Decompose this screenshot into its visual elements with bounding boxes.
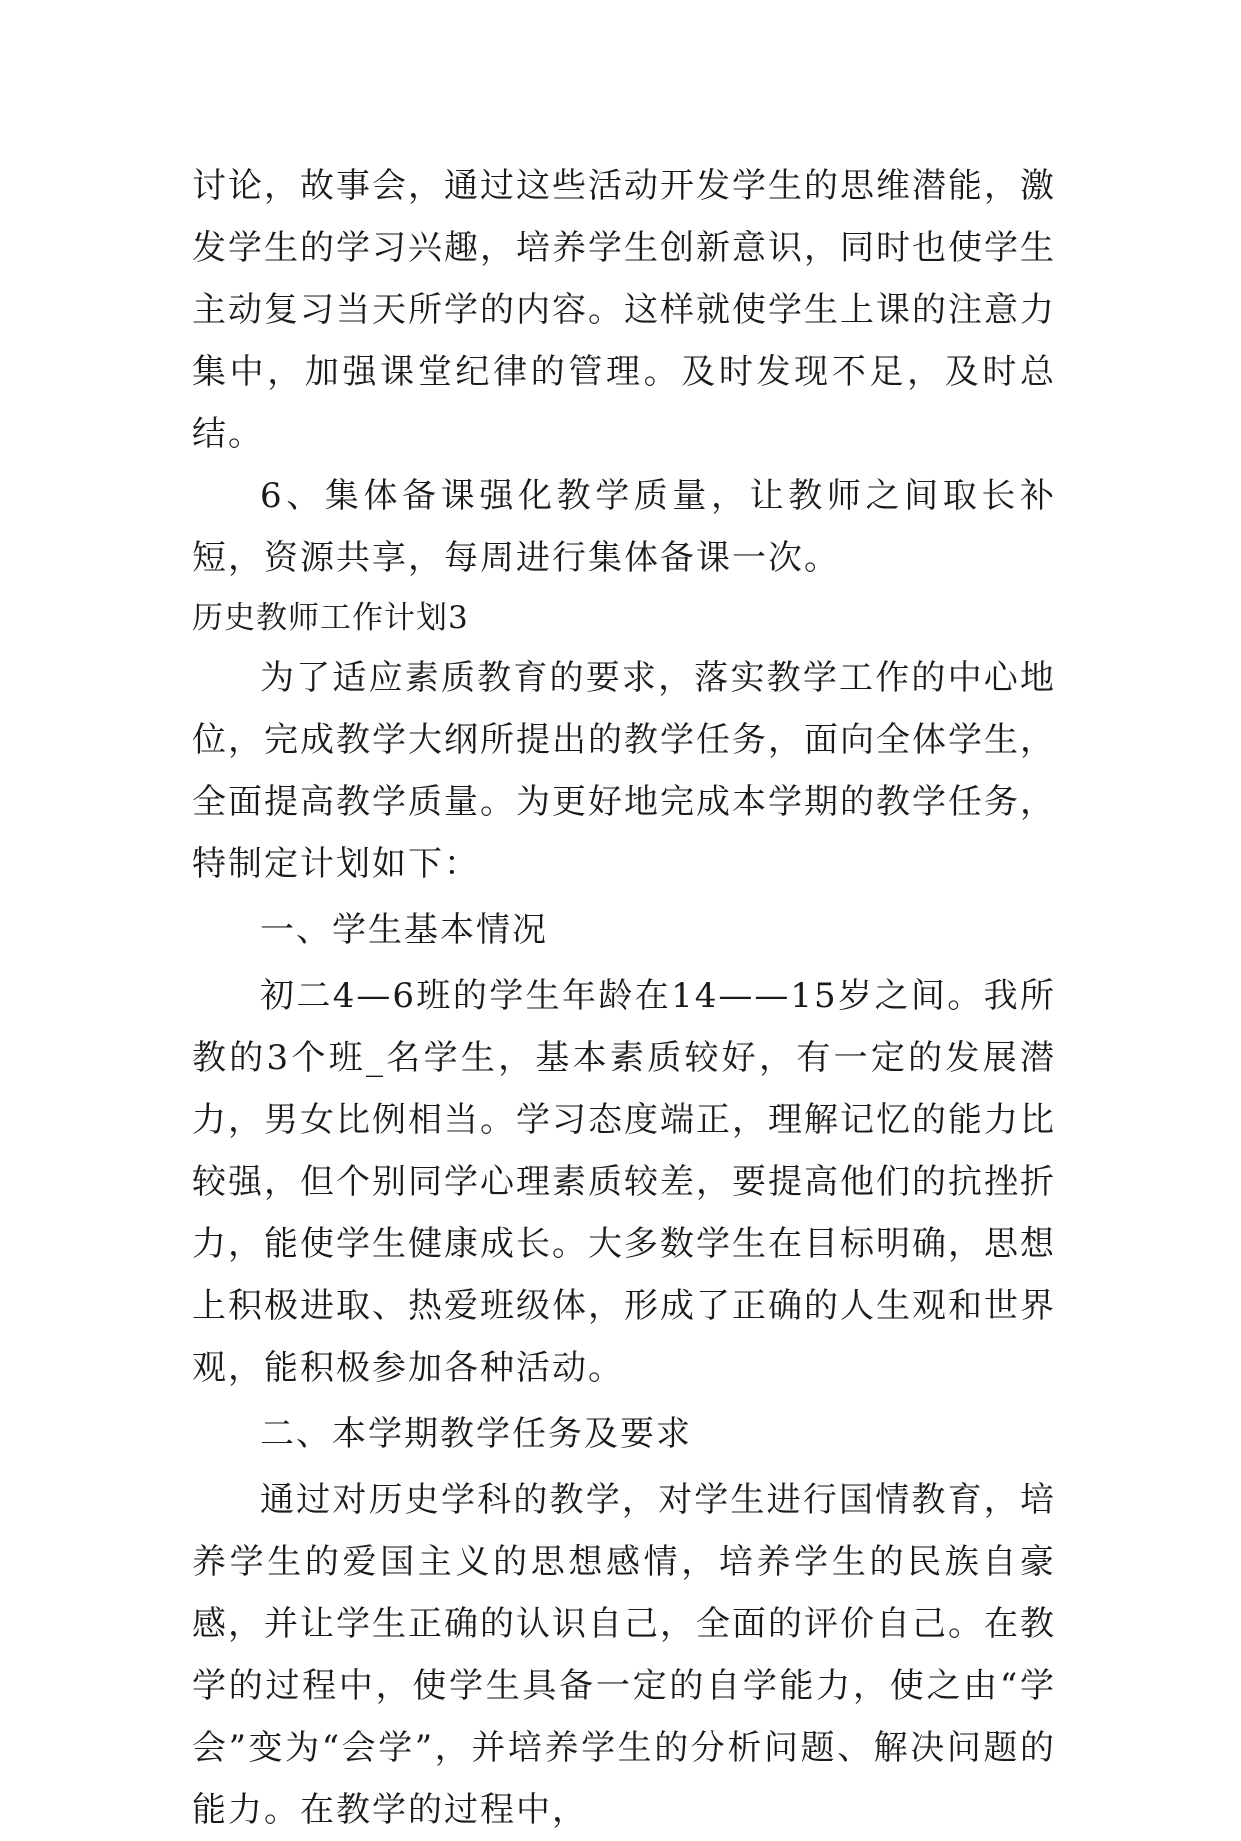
section-title: 历史教师工作计划3: [192, 600, 469, 636]
paragraph-discussion: 讨论，故事会，通过这些活动开发学生的思维潜能，激发学生的学习兴趣，培养学生创新意识，同时也使学生主动复习当天所学的内容。这样就使学生上课的注意力集中，加强课堂纪律的管理。及时发现不足，及时总结。: [192, 166, 1056, 454]
paragraph-teaching-tasks: 通过对历史学科的教学，对学生进行国情教育，培养学生的爱国主义的思想感情，培养学生的民族自豪感，并让学生正确的认识自己，全面的评价自己。在教学的过程中，使学生具备一定的自学能力，使之由“学会”变为“会学”，并培养学生的分析问题、解决问题的能力。在教学的过程中，: [192, 1480, 1056, 1830]
heading-teaching-tasks: 二、本学期教学任务及要求: [260, 1414, 692, 1454]
paragraph-item-6: 6、集体备课强化教学质量，让教师之间取长补短，资源共享，每周进行集体备课一次。: [192, 476, 1056, 578]
document-body: [192, 155, 1056, 1841]
heading-student-situation: 一、学生基本情况: [260, 910, 548, 950]
paragraph-intro: 为了适应素质教育的要求，落实教学工作的中心地位，完成教学大纲所提出的教学任务，面向全体学生，全面提高教学质量。为更好地完成本学期的教学任务，特制定计划如下：: [192, 658, 1056, 884]
paragraph-student-situation: 初二4—6班的学生年龄在14——15岁之间。我所教的3个班_名学生，基本素质较好，有一定的发展潜力，男女比例相当。学习态度端正，理解记忆的能力比较强，但个别同学心理素质较差，要提高他们的抗挫折力，能使学生健康成长。大多数学生在目标明确，思想上积极进取、热爱班级体，形成了正确的人生观和世界观，能积极参加各种活动。: [192, 976, 1056, 1388]
